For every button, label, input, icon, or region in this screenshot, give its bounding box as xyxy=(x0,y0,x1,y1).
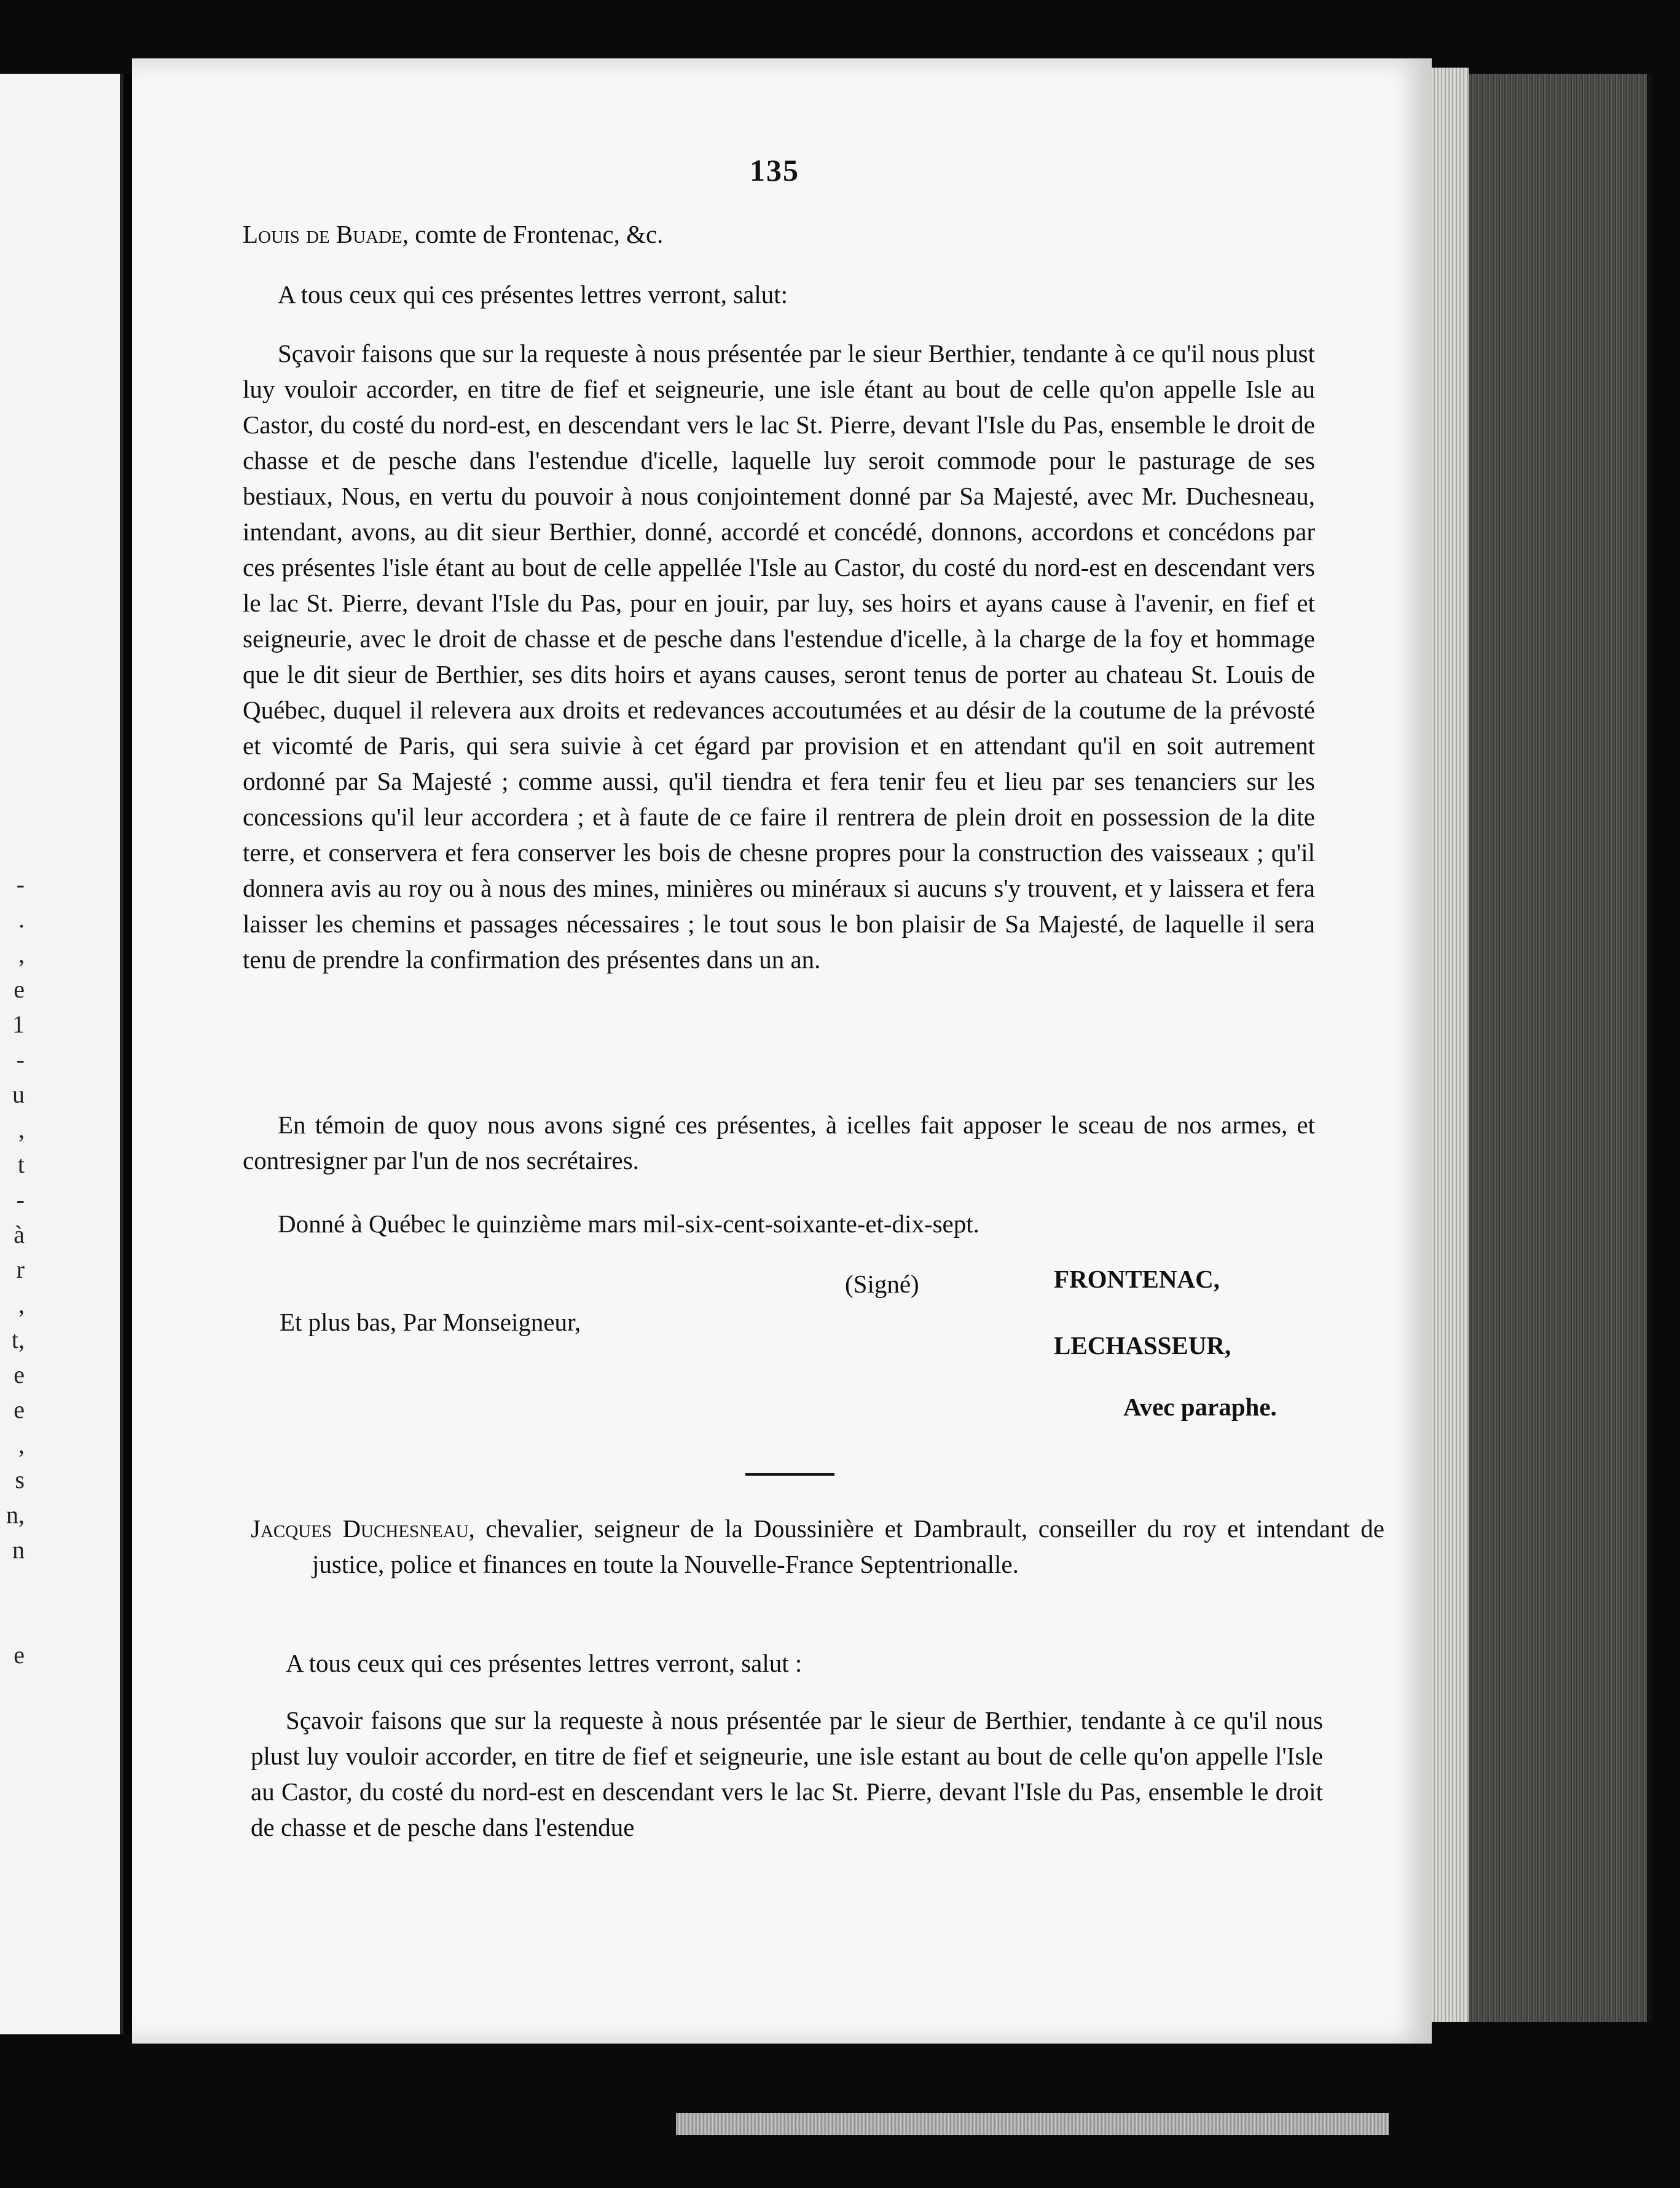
doc2-paragraph-1: Sçavoir faisons que sur la requeste à nous présentée par le sieur de Berthier, tendante à ce qu'il nous plust luy vouloir accorder, en titre de fief et seigneurie, une isle estant au bout de celle qu'on appelle l'Isle au Castor, du costé du nord-est en descendant vers le lac St. Pierre, devant l'Isle du Pas, ensemble le droit de chasse et de pesche dans l'estendue xyxy=(251,1706,1323,1841)
doc1-countersign-label: Et plus bas, Par Monseigneur, xyxy=(280,1308,581,1336)
doc1-secretary: LECHASSEUR, xyxy=(1054,1331,1231,1360)
section-divider xyxy=(745,1473,834,1476)
book-block-edge xyxy=(1469,74,1652,2022)
left-page-fragments xyxy=(0,867,25,1672)
left-page-fragment: 1 xyxy=(12,1010,25,1038)
doc2-heading-rest: , chevalier, seigneur de la Doussinière et Dambrault, conseiller du roy et intendant de justice, police et finances en toute la Nouvelle-France Septentrionalle. xyxy=(312,1514,1384,1578)
doc1-signer: FRONTENAC, xyxy=(1054,1265,1220,1293)
page-edges xyxy=(1432,68,1469,2022)
doc1-paragraph-1: Sçavoir faisons que sur la requeste à nous présentée par le sieur Berthier, tendante à ce qu'il nous plust luy vouloir accorder, en titre de fief et seigneurie, une isle étant au bout de celle qu'on appelle Isle au Castor, du costé du nord-est, en descendant vers le lac St. Pierre, devant l'Isle du Pas, ensemble le droit de chasse et de pesche dans l'estendue d'icelle, laquelle luy seroit commode pour le pasturage de ses bestiaux, Nous, en vertu du pouvoir à nous conjointement donné par Sa Majesté, avec Mr. Duchesneau, intendant, avons, au dit sieur Berthier, donné, accordé et concédé, donnons, accordons et concédons par ces présentes l'isle étant au bout de celle appellée l'Isle au Castor, du costé du nord-est en descendant vers le lac St. Pierre, devant l'Isle du Pas, pour en jouir, par luy, ses hoirs et ayans cause à l'avenir, en fief et seigneurie, avec le droit de chasse et de pesche dans l'estendue d'icelle, à la charge de la foy et hommage que le dit sieur de Berthier, ses dits hoirs et ayans causes, seront tenus de porter au chateau St. Louis de Québec, duquel il relevera aux droits et redevances accoutumées et au désir de la coutume de la prévosté et vicomté de Paris, qui sera suivie à cet égard par provision et en attendant qu'il en soit autrement ordonné par Sa Majesté ; comme aussi, qu'il tiendra et fera tenir feu et lieu par ses tenanciers sur les concessions qu'il leur accordera ; et à faute de ce faire il rentrera de plein droit en possession de la dite terre, et conservera et fera conserver les bois de chesne propres pour la construction des vaisseaux ; qu'il donnera avis au roy ou à nous des mines, minières ou minéraux si aucuns s'y trouvent, et y laissera et fera laisser les chemins et passages nécessaires ; le tout sous le bon plaisir de Sa Majesté, de laquelle il sera tenu de prendre la confirmation des présentes dans un an. xyxy=(243,339,1315,974)
doc1-paragraph-2: En témoin de quoy nous avons signé ces présentes, à icelles fait apposer le sceau de nos armes, et contresigner par l'un de nos secrétaires. xyxy=(243,1111,1315,1175)
left-page-fragment: - xyxy=(16,870,25,898)
left-page-fragment: u xyxy=(12,1080,25,1108)
left-page-fragment: - xyxy=(16,1186,25,1213)
left-page-fragment: , xyxy=(18,1116,25,1143)
doc1-heading xyxy=(243,216,1315,252)
book-gutter xyxy=(124,74,132,2034)
left-page xyxy=(0,74,124,2034)
doc1-heading-name: Louis de Buade xyxy=(243,220,402,248)
doc1-signed-label: (Signé) xyxy=(845,1270,919,1298)
left-page-fragment: n, xyxy=(6,1501,25,1529)
doc1-date-line: Donné à Québec le quinzième mars mil-six-cent-soixante-et-dix-sept. xyxy=(278,1210,979,1238)
left-page-fragment: s xyxy=(15,1466,25,1493)
bottom-strip xyxy=(676,2113,1389,2135)
left-page-fragment: . xyxy=(18,905,25,933)
left-page-fragment xyxy=(0,1567,25,1602)
page-number: 135 xyxy=(750,153,799,187)
doc2-salutation: A tous ceux qui ces présentes lettres verront, salut : xyxy=(286,1649,803,1677)
doc1-paraphe: Avec paraphe. xyxy=(1123,1393,1277,1421)
left-page-fragment: r xyxy=(16,1256,25,1283)
left-page-fragment: e xyxy=(14,1641,25,1669)
left-page-fragment: , xyxy=(18,1291,25,1318)
left-page-fragment: t xyxy=(17,1151,25,1178)
left-page-fragment: e xyxy=(14,1396,25,1423)
doc1-heading-rest: , comte de Frontenac, &c. xyxy=(402,220,664,248)
left-page-fragment: n xyxy=(12,1536,25,1564)
left-page-fragment xyxy=(0,1602,25,1637)
left-page-fragment: t, xyxy=(11,1326,25,1353)
left-page-fragment: , xyxy=(18,940,25,968)
left-page-fragment: - xyxy=(16,1045,25,1073)
doc2-heading xyxy=(251,1511,1384,1582)
doc1-salutation: A tous ceux qui ces présentes lettres verront, salut: xyxy=(278,280,788,309)
left-page-fragment: , xyxy=(18,1431,25,1458)
left-page-fragment: e xyxy=(14,1361,25,1388)
left-page-fragment: e xyxy=(14,975,25,1003)
doc2-heading-name: Jacques Duchesneau xyxy=(251,1514,469,1543)
left-page-fragment: à xyxy=(14,1221,25,1248)
